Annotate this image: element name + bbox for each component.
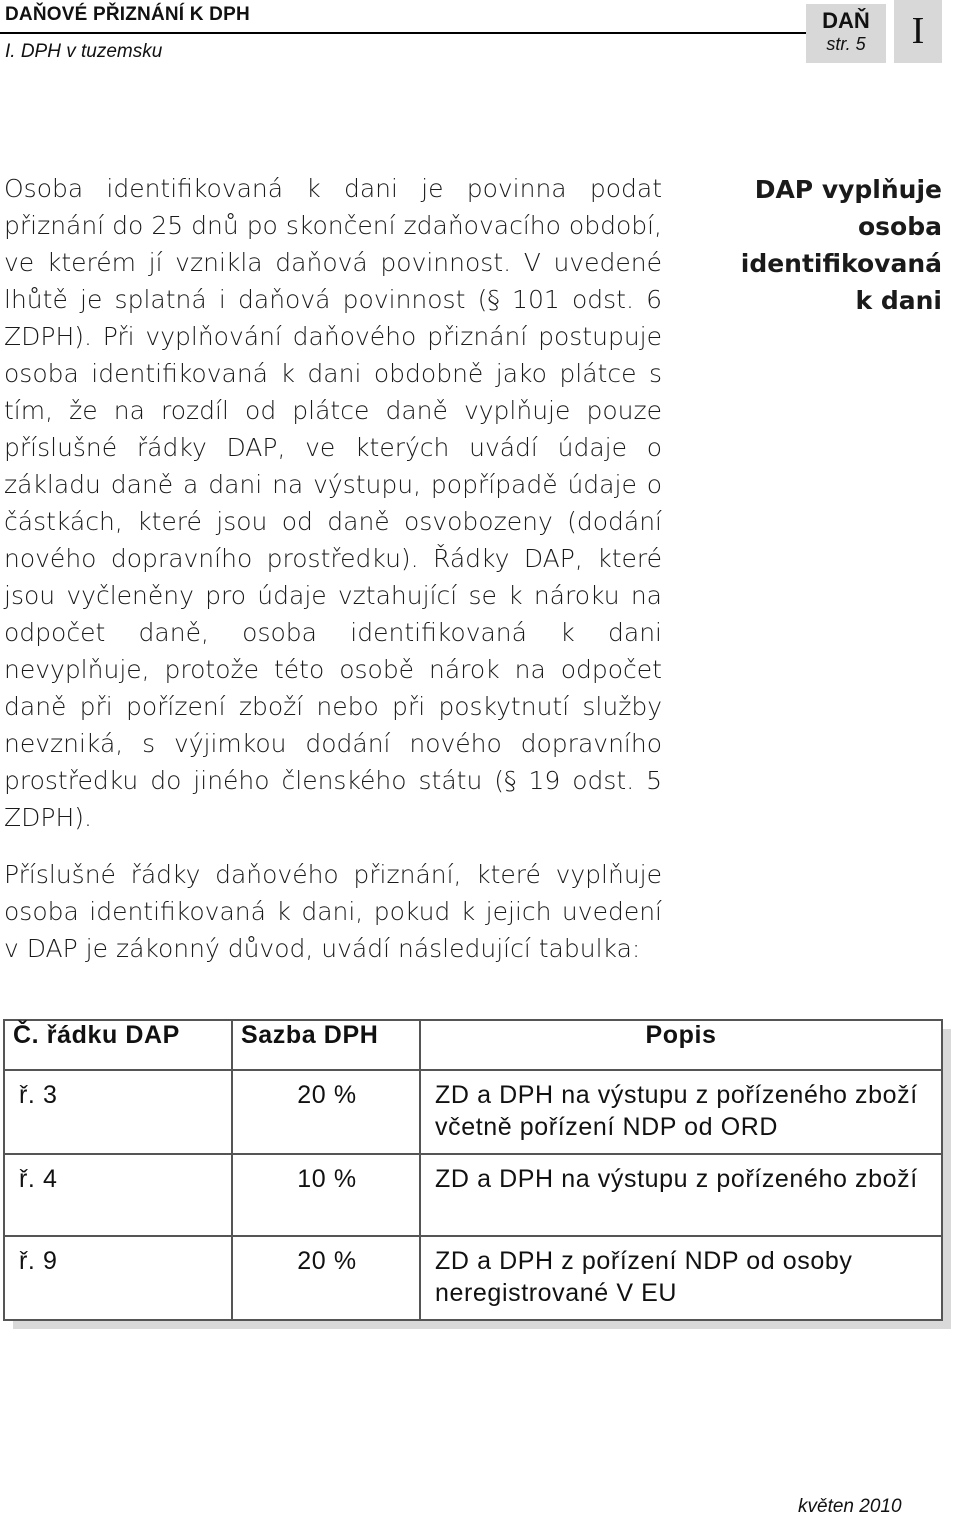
section-title: DAŇOVÉ PŘIZNÁNÍ K DPH (5, 4, 250, 25)
table-row (4, 1236, 942, 1320)
cell-rate: 20 % (232, 1236, 420, 1320)
table-row (4, 1154, 942, 1236)
cell-line: ř. 9 (4, 1236, 232, 1320)
dap-rows-table (3, 1019, 943, 1321)
column-header-rate: Sazba DPH (232, 1020, 420, 1070)
header-rule (0, 32, 806, 34)
table-header-row (4, 1020, 942, 1070)
page-box-label: DAŇ (822, 8, 870, 33)
page-reference-box (806, 4, 886, 63)
cell-description: ZD a DPH na výstupu z pořízeného zboží (420, 1154, 942, 1236)
paragraph-table-intro: Příslušné řádky daňového přiznání, které vyplňuje osoba identifikovaná k dani, pokud k jejich uvedení v DAP je zákonný důvod, uvádí následující tabulka: (4, 860, 662, 963)
page-number: str. 5 (826, 34, 866, 54)
cell-rate: 10 % (232, 1154, 420, 1236)
cell-line: ř. 3 (4, 1070, 232, 1154)
column-header-description: Popis (420, 1020, 942, 1070)
column-header-line: Č. řádku DAP (4, 1020, 232, 1070)
cell-rate: 20 % (232, 1070, 420, 1154)
table-row (4, 1070, 942, 1154)
cell-description: ZD a DPH z pořízení NDP od osoby neregistrované V EU (420, 1236, 942, 1320)
cell-description: ZD a DPH na výstupu z pořízeného zboží včetně pořízení NDP od ORD (420, 1070, 942, 1154)
edition-date: květen 2010 (798, 1496, 902, 1517)
section-subtitle: I. DPH v tuzemsku (5, 41, 163, 62)
paragraph-filing-obligation: Osoba identifikovaná k dani je povinna podat přiznání do 25 dnů po skončení zdaňovacího období, ve kterém jí vznikla daňová povinnost. V uvedené lhůtě je splatná i daňová povinnost (§ 101 odst. 6 ZDPH). Při vyplňování daňového přiznání postupuje osoba identifikovaná k dani obdobně jako plátce s tím, že na rozdíl od plátce daně vyplňuje pouze příslušné řádky DAP, ve kterých uvádí údaje o základu daně a dani na výstupu, popřípadě údaje o částkách, které jsou od daně osvobozeny (dodání nového dopravního prostředku). Řádky DAP, které jsou vyčleněny pro údaje vztahující se k nároku na odpočet daně, osoba identifikovaná k dani nevyplňuje, protože této osobě nárok na odpočet daně při pořízení zboží nebo při poskytnutí služby nevzniká, s výjimkou dodání nového dopravního prostředku do jiného členského státu (§ 19 odst. 5 ZDPH). (4, 174, 662, 832)
margin-note: DAP vyplňuje osoba identifikovaná k dani (740, 175, 942, 315)
chapter-marker: I (894, 0, 942, 63)
cell-line: ř. 4 (4, 1154, 232, 1236)
